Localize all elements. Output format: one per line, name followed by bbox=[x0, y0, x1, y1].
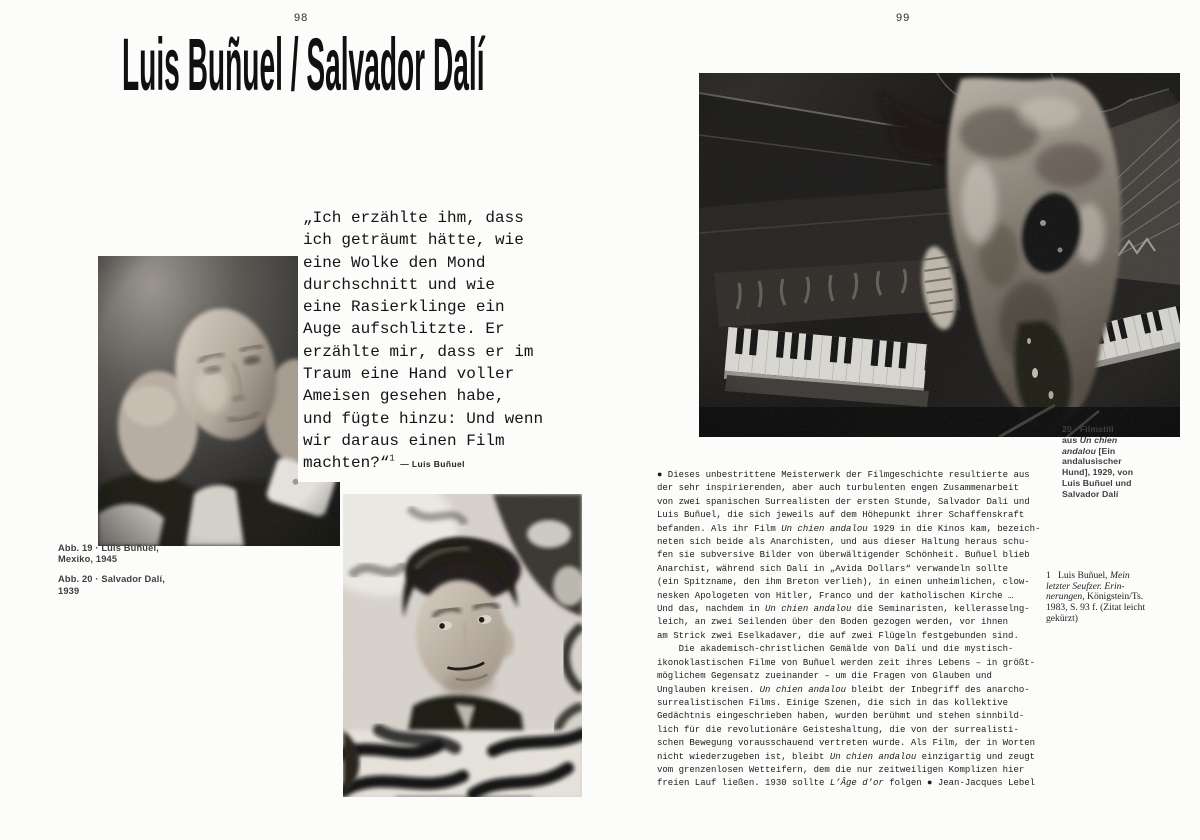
text-line: erzählte mir, dass er im bbox=[303, 342, 534, 361]
text-line: von zwei spanischen Surrealisten der ersten Stunde, Salvador Dalí und bbox=[657, 496, 1030, 507]
text-line: Abb. 20 · Salvador Dalí, bbox=[58, 574, 165, 585]
text-line: ● Dieses unbestrittene Meisterwerk der Filmgeschichte resultierte aus bbox=[657, 470, 1030, 480]
text-line: Und das, nachdem in Un chien andalou die Seminaristen, kellerasselng- bbox=[657, 604, 1030, 615]
text-line: 1983, S. 93 f. (Zitat leicht bbox=[1046, 602, 1146, 614]
text-line: und fügte hinzu: Und wenn bbox=[303, 409, 544, 428]
page-number-right: 99 bbox=[896, 12, 911, 24]
text-line: neten sich beide als Anarchisten, und aus dieser Haltung heraus schu- bbox=[657, 537, 1030, 548]
text-line: Salvador Dalí bbox=[1062, 488, 1119, 499]
text-line: lich für die revolutionäre Geisteshaltung, die von der surrealisti- bbox=[657, 724, 1019, 735]
text-line: nerungen, Königstein/Ts. bbox=[1046, 591, 1144, 603]
text-line: durchschnitt und wie bbox=[303, 275, 496, 294]
text-line: 1939 bbox=[58, 585, 80, 596]
pull-quote bbox=[298, 204, 553, 482]
text-line: letzter Seufzer. Erin- bbox=[1046, 580, 1125, 592]
page-title: Luis Buñuel / Salvador Dalí bbox=[122, 23, 485, 106]
text-line: am Strick zwei Eselkadaver, die auf zwei Flügeln festgebunden sind. bbox=[657, 630, 1019, 641]
text-line: Luis Buñuel und bbox=[1062, 477, 1132, 488]
text-line: Die akademisch-christlichen Gemälde von Dalí und die mystisch- bbox=[657, 644, 1014, 655]
text-line: ich geträumt hätte, wie bbox=[303, 231, 524, 250]
text-line: eine Wolke den Mond bbox=[303, 253, 486, 272]
text-line: andalusischer bbox=[1062, 456, 1122, 467]
text-line: 20 · Filmstill bbox=[1062, 424, 1114, 434]
text-line: Unglauben kreisen. Un chien andalou bleibt der Inbegriff des anarcho- bbox=[657, 684, 1030, 695]
caption-abb19 bbox=[58, 543, 165, 565]
photo-salvador-dali-portrait bbox=[343, 494, 582, 797]
text-line: gekürzt) bbox=[1046, 612, 1078, 624]
page-number-left: 98 bbox=[294, 12, 309, 24]
text-line: surrealistischen Films. Einige Szenen, die sich in das kollektive bbox=[657, 697, 1009, 708]
text-line: wir daraus einen Film bbox=[303, 431, 505, 450]
text-line: Mexiko, 1945 bbox=[58, 554, 118, 565]
text-line: möglichem Gegensatz zueinander – um die Fragen von Glauben und bbox=[657, 671, 992, 682]
text-line: 1 Luis Buñuel, Mein bbox=[1046, 570, 1130, 581]
text-line: eine Rasierklinge ein bbox=[303, 298, 505, 317]
text-line: freien Lauf ließen. 1930 sollte L’Âge d’or folgen ● Jean-Jacques Lebel bbox=[657, 778, 1036, 789]
text-line: Luis Buñuel, die sich jeweils auf dem Höhepunkt ihrer Schaffenskraft bbox=[657, 510, 1025, 521]
text-line: ikonoklastischen Filme von Buñuel werden zeit ihres Lebens – in größt- bbox=[657, 657, 1036, 668]
text-line: leich, an zwei Seilenden über den Boden gezogen werden, vor ihnen bbox=[657, 617, 1009, 628]
text-line: der sehr inspirierenden, aber auch turbulenten engen Zusammenarbeit bbox=[657, 483, 1019, 494]
footnote bbox=[1046, 571, 1176, 625]
text-line: Gedächtnis eingeschrieben haben, wurden berühmt und stehen sinnbild- bbox=[657, 711, 1025, 722]
text-line: andalou [Ein bbox=[1062, 445, 1116, 456]
text-line: (ein Spitzname, den ihm Breton verlieh), in einen unheimlichen, clow- bbox=[657, 577, 1030, 588]
figure-captions bbox=[58, 543, 165, 606]
text-line: Traum eine Hand voller bbox=[303, 365, 515, 384]
text-line: Abb. 19 · Luis Buñuel, bbox=[58, 543, 159, 553]
text-line: Auge aufschlitzte. Er bbox=[303, 320, 505, 339]
photo-filmstill-un-chien-andalou bbox=[699, 73, 1180, 437]
caption-abb20 bbox=[58, 574, 165, 596]
text-line: Anarchist, während sich Dalí in „Avida Dollars“ verwandeln sollte bbox=[657, 563, 1009, 574]
text-line: aus Un chien bbox=[1062, 434, 1118, 445]
text-line: nicht wiederzugeben ist, bleibt Un chien andalou einzigartig und zeugt bbox=[657, 751, 1036, 762]
text-line: Ameisen gesehen habe, bbox=[303, 387, 505, 406]
text-line: „Ich erzählte ihm, dass bbox=[303, 209, 524, 227]
text-line: Hund], 1929, von bbox=[1062, 467, 1134, 478]
text-line: fen sie subversive Bilder von überwältigender Schönheit. Buñuel blieb bbox=[657, 550, 1030, 561]
text-line: befanden. Als ihr Film Un chien andalou 1929 in die Kinos kam, bezeich- bbox=[657, 523, 1041, 534]
filmstill-caption bbox=[1062, 424, 1162, 500]
text-line: vom grenzenlosen Wetteifern, dem die nur zeitweiligen Komplizen hier bbox=[657, 764, 1025, 775]
essay-text bbox=[657, 469, 1040, 791]
text-line: nesken Apologeten von Hitler, Franco und der katholischen Kirche … bbox=[657, 590, 1014, 601]
text-line: machten?“$^1$ — Luis Buñuel bbox=[303, 453, 465, 473]
text-line: schen Bewegung vorausschauend vertreten wurde. Als Film, der in Worten bbox=[657, 738, 1036, 749]
